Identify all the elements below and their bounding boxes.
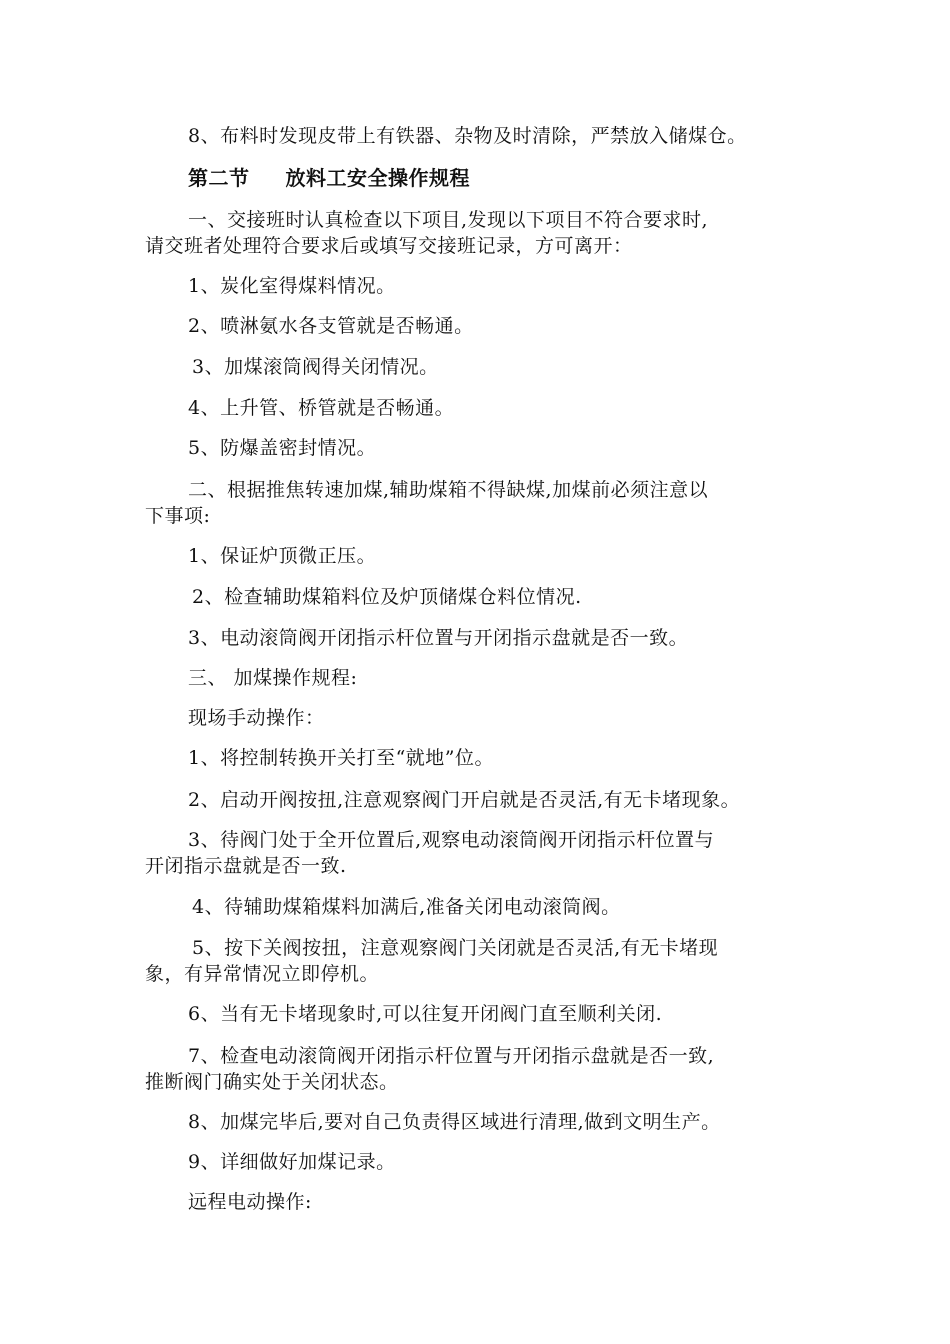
subheading-remote-operation: 远程电动操作: [188,1191,312,1213]
subheading-manual-operation: 现场手动操作： [188,707,325,729]
paragraph-2-line-1: 一、交接班时认真检查以下项目,发现以下项目不符合要求时, [188,209,709,231]
list-item-line-1: 7、检查电动滚筒阀开闭指示杆位置与开闭指示盘就是否一致, [188,1045,715,1067]
list-item: 6、当有无卡堵现象时,可以往复开闭阀门直至顺利关闭. [188,1003,663,1025]
list-item: 2、喷淋氨水各支管就是否畅通。 [188,315,474,337]
list-item: 5、防爆盖密封情况。 [188,437,377,459]
list-item: 1、炭化室得煤料情况。 [188,275,396,297]
list-item: 2、检查辅助煤箱料位及炉顶储煤仓料位情况. [192,586,582,608]
list-item: 9、详细做好加煤记录。 [188,1151,396,1173]
subheading-charging-procedure: 三、 加煤操作规程: [188,667,358,689]
list-item: 8、加煤完毕后,要对自己负责得区域进行清理,做到文明生产。 [188,1111,721,1133]
list-item-line-2: 推断阀门确实处于关闭状态。 [145,1071,399,1093]
list-item: 1、将控制转换开关打至“就地”位。 [188,747,495,769]
list-item: 2、启动开阀按扭,注意观察阀门开启就是否灵活,有无卡堵现象。 [188,789,741,811]
list-item: 3、电动滚筒阀开闭指示杆位置与开闭指示盘就是否一致。 [188,627,689,649]
list-item-line-2: 开闭指示盘就是否一致. [145,855,347,877]
list-item-line-1: 3、待阀门处于全开位置后,观察电动滚筒阀开闭指示杆位置与 [188,829,715,851]
section-title: 放料工安全操作规程 [285,166,470,190]
paragraph-1: 8、布料时发现皮带上有铁器、杂物及时清除，严禁放入储煤仓。 [188,125,747,147]
list-item: 4、待辅助煤箱煤料加满后,准备关闭电动滚筒阀。 [192,896,621,918]
paragraph-3-line-1: 二、根据推焦转速加煤,辅助煤箱不得缺煤,加煤前必须注意以 [188,479,709,501]
paragraph-2-line-2: 请交班者处理符合要求后或填写交接班记录，方可离开： [145,235,633,257]
paragraph-3-line-2: 下事项: [145,505,211,527]
list-item-line-2: 象，有异常情况立即停机。 [145,963,380,985]
section-number: 第二节 [188,166,250,190]
list-item: 1、保证炉顶微正压。 [188,545,377,567]
list-item: 4、上升管、桥管就是否畅通。 [188,397,455,419]
section-heading [188,166,470,190]
list-item-line-1: 5、按下关阀按扭，注意观察阀门关闭就是否灵活,有无卡堵现 [192,937,719,959]
list-item: 3、加煤滚筒阀得关闭情况。 [192,356,439,378]
